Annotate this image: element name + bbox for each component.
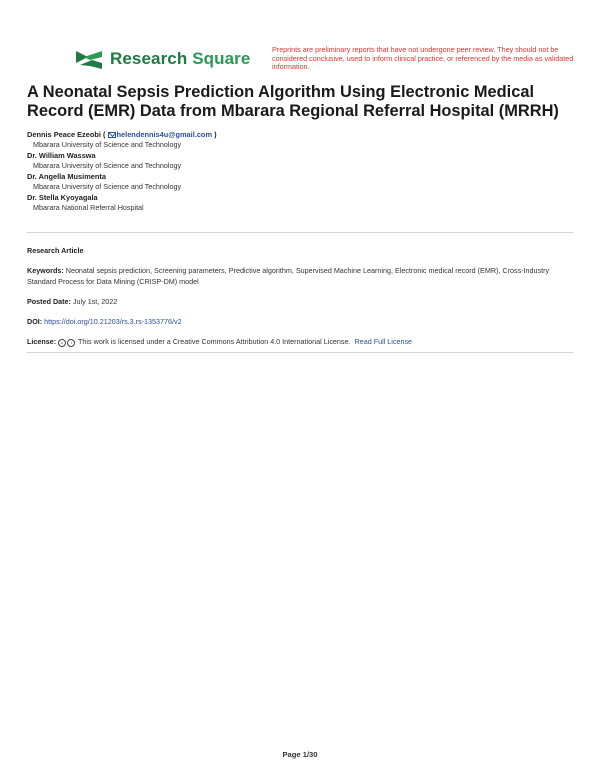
author-list bbox=[27, 130, 567, 214]
posted-date bbox=[27, 297, 573, 308]
divider bbox=[27, 352, 573, 353]
paper-title: A Neonatal Sepsis Prediction Algorithm Using Electronic Medical Record (EMR) Data from Mbarara Regional Referral Hospital (MRRH) bbox=[27, 83, 559, 120]
author-name: Dr. Stella Kyoyagala bbox=[27, 193, 98, 202]
posted-date-value: July 1st, 2022 bbox=[72, 297, 118, 306]
cc-by-icon: i bbox=[67, 339, 75, 347]
author-entry: Dennis Peace Ezeobi ( helendennis4u@gmail.com ) Mbarara University of Science and Technology bbox=[27, 130, 567, 150]
research-square-logo-icon bbox=[74, 47, 104, 71]
divider bbox=[27, 232, 573, 233]
author-name: Dr. William Wasswa bbox=[27, 151, 96, 160]
author-name: Dennis Peace Ezeobi bbox=[27, 130, 101, 139]
doi-label: DOI: bbox=[27, 317, 43, 326]
research-square-logo[interactable] bbox=[74, 47, 250, 71]
keywords-label: Keywords: bbox=[27, 266, 64, 275]
license bbox=[27, 337, 573, 348]
brand-name: Research Square bbox=[110, 49, 251, 68]
author-affiliation: Mbarara University of Science and Technology bbox=[33, 161, 182, 170]
article-type: Research Article bbox=[27, 246, 84, 255]
doi-link[interactable]: https://doi.org/10.21203/rs.3.rs-1353776/v2 bbox=[44, 317, 182, 326]
license-text: This work is licensed under a Creative Commons Attribution 4.0 International License. bbox=[78, 337, 351, 346]
author-email-link[interactable]: helendennis4u@gmail.com bbox=[116, 130, 213, 139]
author-affiliation: Mbarara University of Science and Technology bbox=[33, 182, 182, 191]
author-affiliation: Mbarara National Referral Hospital bbox=[33, 203, 144, 212]
keywords-text: Neonatal sepsis prediction, Screening parameters, Predictive algorithm, Supervised Machine Learning, Electronic medical record (EMR), Cross-Industry Standard Process for Data Mining (CRISP-DM) model bbox=[27, 266, 550, 286]
cc-icon: c bbox=[58, 339, 66, 347]
author-entry bbox=[27, 193, 567, 213]
author-affiliation: Mbarara University of Science and Technology bbox=[33, 140, 182, 149]
doi bbox=[27, 317, 573, 328]
read-full-license-link[interactable]: Read Full License bbox=[354, 337, 413, 346]
page-number: Page 1/30 bbox=[282, 750, 318, 759]
author-name: Dr. Angella Musimenta bbox=[27, 172, 106, 181]
author-entry bbox=[27, 151, 567, 171]
author-entry bbox=[27, 172, 567, 192]
mail-icon bbox=[108, 132, 116, 138]
keywords bbox=[27, 266, 573, 287]
license-label: License: bbox=[27, 337, 57, 346]
preprint-disclaimer: Preprints are preliminary reports that have not undergone peer review. They should not be considered conclusive, used to inform clinical practice, or referenced by the media as validated information. bbox=[272, 45, 574, 72]
posted-date-label: Posted Date: bbox=[27, 297, 71, 306]
